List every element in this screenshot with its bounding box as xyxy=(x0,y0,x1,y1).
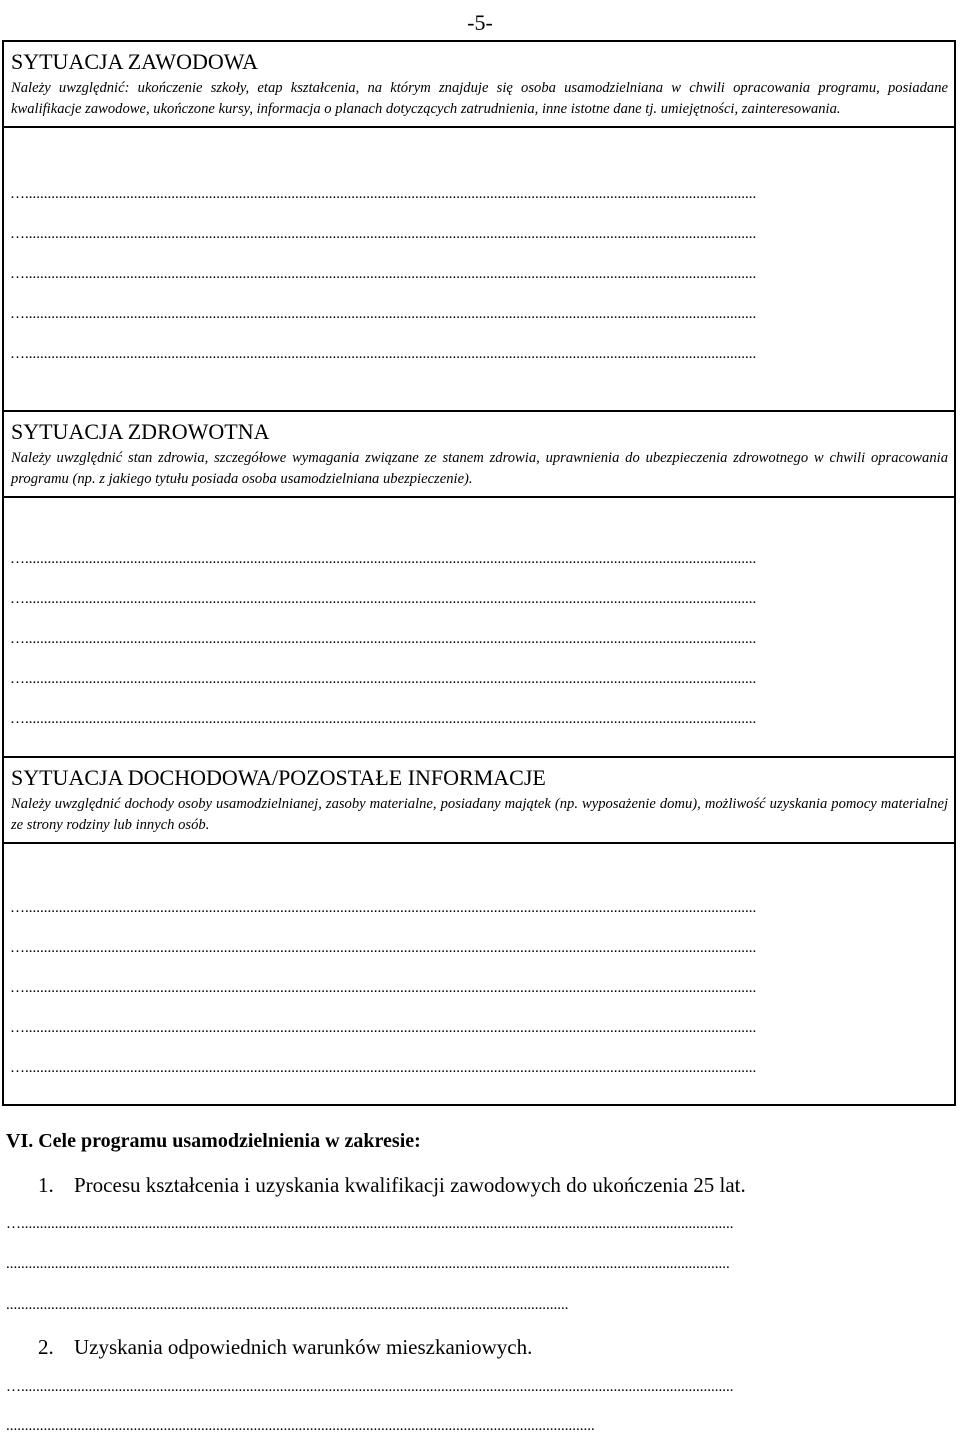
section-header xyxy=(4,42,954,128)
goal-answer-line[interactable]: ….............................................................................................................................................................................................. xyxy=(6,1379,734,1395)
section-zawodowa xyxy=(2,40,956,410)
section-description: Należy uwzględnić dochody osoby usamodzielnianej, zasoby materialne, posiadany majątek (np. wyposażenie domu), możliwość uzyskania pomocy materialnej ze strony rodziny lub innych osób. xyxy=(11,796,948,833)
answer-line[interactable]: …................................................................................................................................................................................................... xyxy=(10,631,757,647)
answer-lines xyxy=(4,128,954,362)
goal-text: Procesu kształcenia i uzyskania kwalifikacji zawodowych do ukończenia 25 lat. xyxy=(74,1173,746,1197)
answer-line[interactable]: …................................................................................................................................................................................................... xyxy=(10,900,757,916)
answer-line[interactable]: …................................................................................................................................................................................................... xyxy=(10,346,757,362)
goal-item xyxy=(38,1173,746,1198)
answer-line[interactable]: …................................................................................................................................................................................................... xyxy=(10,226,757,242)
goal-text: Uzyskania odpowiednich warunków mieszkaniowych. xyxy=(74,1335,533,1359)
goal-answer-line[interactable]: ...................................................................................................................................................... xyxy=(6,1297,569,1313)
answer-line[interactable]: …................................................................................................................................................................................................... xyxy=(10,1020,757,1036)
section-header xyxy=(4,758,954,844)
section-description: Należy uwzględnić: ukończenie szkoły, etap kształcenia, na którym znajduje się osoba usamodzielniana w chwili opracowania programu, posiadane kwalifikacje zawodowe, ukończone kursy, informacja o planach dotyczących zatrudnienia, inne istotne dane tj. umiejętności, zainteresowania. xyxy=(11,80,948,117)
answer-lines xyxy=(4,498,954,727)
answer-line[interactable]: …................................................................................................................................................................................................... xyxy=(10,711,757,727)
goal-answer-line[interactable]: ............................................................................................................................................................. xyxy=(6,1418,595,1434)
goal-answer-line[interactable]: ….............................................................................................................................................................................................. xyxy=(6,1216,734,1232)
section-description: Należy uwzględnić stan zdrowia, szczegółowe wymagania związane ze stanem zdrowia, uprawnienia do ubezpieczenia zdrowotnego w chwili opracowania programu (np. z jakiego tytułu posiada osoba usamodzielniana ubezpieczenie). xyxy=(11,450,948,487)
answer-line[interactable]: …................................................................................................................................................................................................... xyxy=(10,1060,757,1076)
answer-line[interactable]: …................................................................................................................................................................................................... xyxy=(10,591,757,607)
answer-line[interactable]: …................................................................................................................................................................................................... xyxy=(10,671,757,687)
goal-item xyxy=(38,1335,532,1360)
goal-number: 1. xyxy=(38,1173,54,1197)
section-title: SYTUACJA ZDROWOTNA xyxy=(11,419,270,444)
answer-lines xyxy=(4,844,954,1076)
section-zdrowotna xyxy=(2,410,956,756)
section-header xyxy=(4,412,954,498)
goal-answer-line[interactable]: ................................................................................................................................................................................................. xyxy=(6,1256,730,1272)
answer-line[interactable]: …................................................................................................................................................................................................... xyxy=(10,980,757,996)
answer-line[interactable]: …................................................................................................................................................................................................... xyxy=(10,940,757,956)
page-number: -5- xyxy=(467,10,493,35)
answer-line[interactable]: …................................................................................................................................................................................................... xyxy=(10,551,757,567)
section-title: SYTUACJA ZAWODOWA xyxy=(11,49,258,74)
answer-line[interactable]: …................................................................................................................................................................................................... xyxy=(10,186,757,202)
answer-line[interactable]: …................................................................................................................................................................................................... xyxy=(10,306,757,322)
answer-line[interactable]: …................................................................................................................................................................................................... xyxy=(10,266,757,282)
section-vi-heading: VI. Cele programu usamodzielnienia w zakresie: xyxy=(6,1130,421,1152)
goal-number: 2. xyxy=(38,1335,54,1359)
section-dochodowa xyxy=(2,756,956,1106)
section-title: SYTUACJA DOCHODOWA/POZOSTAŁE INFORMACJE xyxy=(11,765,546,790)
